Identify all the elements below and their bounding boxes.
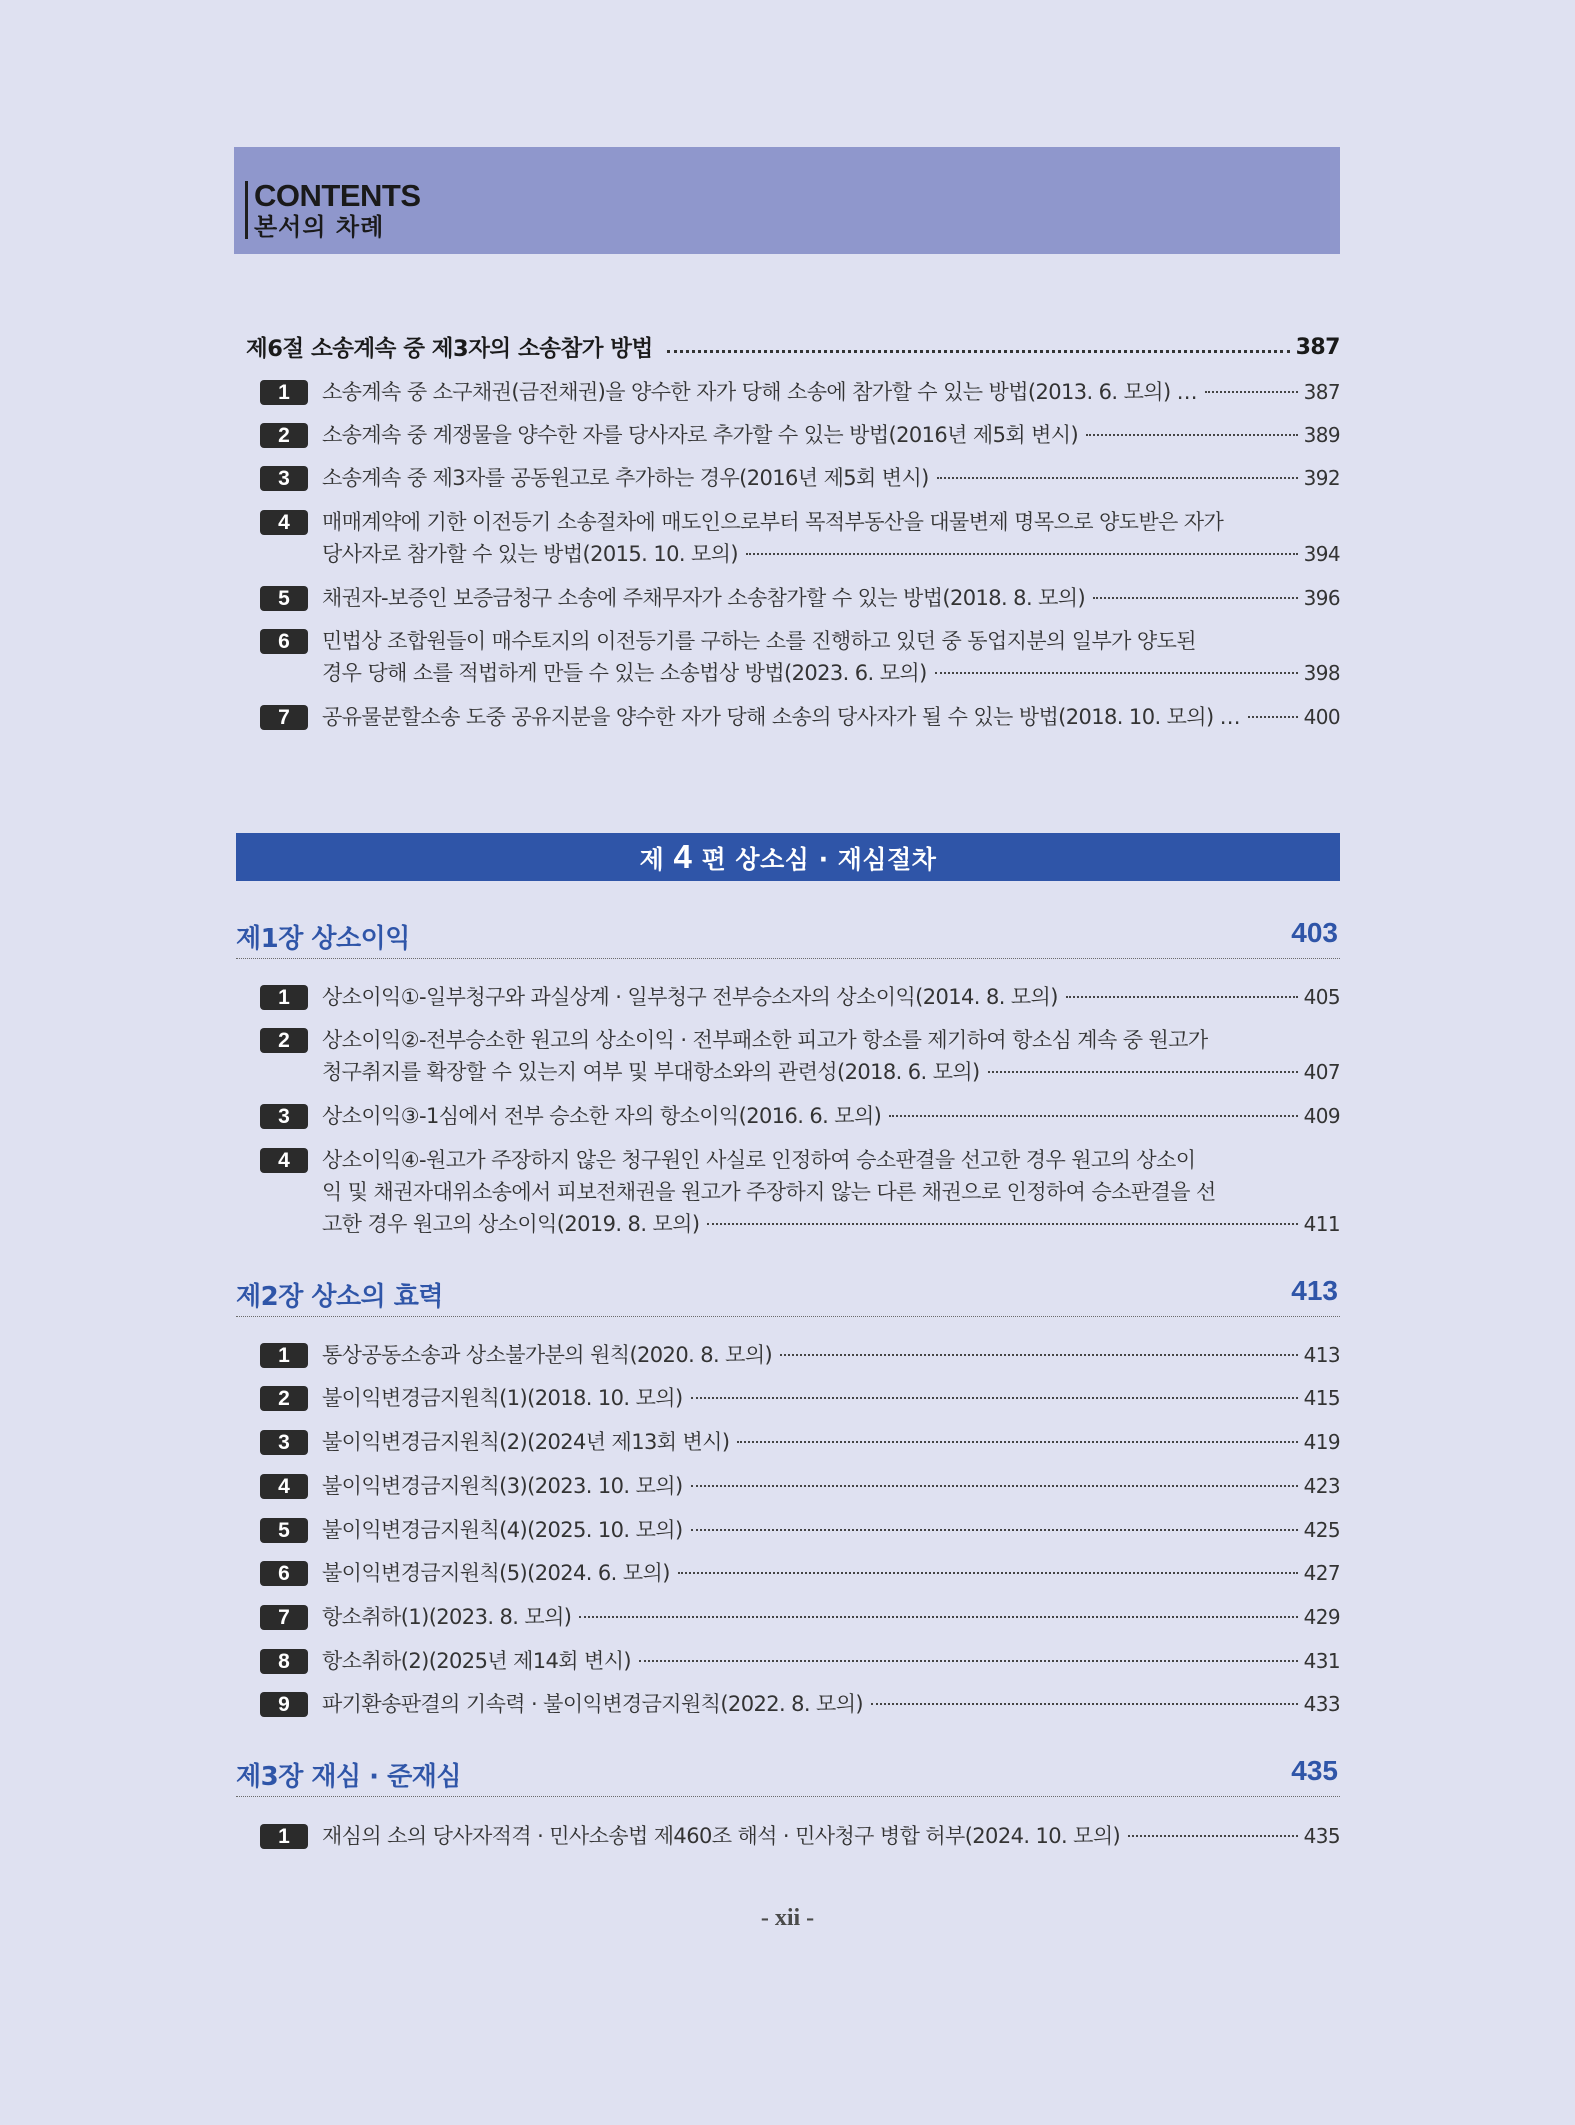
entry-line-text: 상소이익④-원고가 주장하지 않은 청구원인 사실로 인정하여 승소판결을 선고한 경우 원고의 상소이 [322, 1148, 1196, 1172]
chapter-3-heading[interactable] [236, 1756, 1340, 1797]
entry-page-number: 400 [1303, 705, 1340, 729]
entry-page-number: 433 [1303, 1692, 1340, 1716]
entry-line-text: 불이익변경금지원칙(5)(2024. 6. 모의) [322, 1561, 670, 1585]
entry-text [322, 1339, 1340, 1371]
entry-number-badge: 4 [260, 510, 308, 535]
leader-dots [579, 1616, 1297, 1618]
entry-number-badge: 3 [260, 1430, 308, 1455]
entry-line-text: 상소이익③-1심에서 전부 승소한 자의 항소이익(2016. 6. 모의) [322, 1104, 882, 1128]
entry-page-number: 394 [1303, 542, 1340, 566]
entry-page-number: 407 [1303, 1060, 1340, 1084]
entry-number-badge: 9 [260, 1692, 308, 1717]
entry-line-text: 불이익변경금지원칙(1)(2018. 10. 모의) [322, 1386, 683, 1410]
entry-text [322, 1557, 1340, 1589]
entry-number-badge: 8 [260, 1649, 308, 1674]
entry-number-badge: 3 [260, 466, 308, 491]
entry-line [322, 376, 1340, 408]
entry-text [322, 1470, 1340, 1502]
entry-page-number: 389 [1303, 423, 1340, 447]
section-title-text: 제6절 소송계속 중 제3자의 소송참가 방법 [246, 336, 653, 362]
page-number: - xii - [760, 1905, 815, 1931]
entry-line [322, 538, 1340, 570]
leader-dots [707, 1223, 1297, 1225]
chapter-2-heading[interactable] [236, 1276, 1340, 1317]
leader-dots [871, 1703, 1298, 1705]
contents-header [234, 147, 1340, 254]
header-accent-bar [245, 181, 248, 239]
leader-dots [1248, 716, 1298, 718]
entry-text [322, 1382, 1340, 1414]
entry-number-badge: 2 [260, 1028, 308, 1053]
entry-text [322, 419, 1340, 451]
entry-page-number: 413 [1303, 1343, 1340, 1367]
entry-line [322, 1056, 1340, 1088]
entry-line-text: 소송계속 중 제3자를 공동원고로 추가하는 경우(2016년 제5회 변시) [322, 466, 929, 490]
entry-text [322, 1820, 1340, 1852]
entry-text [322, 1601, 1340, 1633]
entry-page-number: 409 [1303, 1104, 1340, 1128]
entry-page-number: 392 [1303, 466, 1340, 490]
chapter-page: 435 [1291, 1755, 1338, 1786]
header-title-ko: 본서의 차례 [254, 213, 385, 241]
entry-page-number: 387 [1303, 380, 1340, 404]
leader-dots [737, 1441, 1297, 1443]
entry-page-number: 411 [1303, 1212, 1340, 1236]
entry-number-badge: 7 [260, 1605, 308, 1630]
chapter-page: 403 [1291, 917, 1338, 948]
entry-line-text: 불이익변경금지원칙(4)(2025. 10. 모의) [322, 1518, 683, 1542]
leader-dots [1205, 391, 1298, 393]
leader-dots [691, 1397, 1298, 1399]
entry-page-number: 405 [1303, 985, 1340, 1009]
entry-number-badge: 2 [260, 423, 308, 448]
entry-page-number: 425 [1303, 1518, 1340, 1542]
entry-line [322, 1426, 1340, 1458]
entry-line-text: 청구취지를 확장할 수 있는지 여부 및 부대항소와의 관련성(2018. 6. 모의) [322, 1060, 980, 1084]
entry-line-text: 공유물분할소송 도중 공유지분을 양수한 자가 당해 소송의 당사자가 될 수 있는 방법(2018. 10. 모의) … [322, 705, 1241, 729]
entry-line-text: 상소이익②-전부승소한 원고의 상소이익 · 전부패소한 피고가 항소를 제기하여 항소심 계속 중 원고가 [322, 1028, 1208, 1052]
leader-dots [667, 350, 1290, 353]
chapter-page: 413 [1291, 1275, 1338, 1306]
entry-line-text: 경우 당해 소를 적법하게 만들 수 있는 소송법상 방법(2023. 6. 모의) [322, 661, 927, 685]
entry-line [322, 419, 1340, 451]
entry-line-text: 불이익변경금지원칙(3)(2023. 10. 모의) [322, 1474, 683, 1498]
leader-dots [1093, 597, 1298, 599]
leader-dots [1128, 1835, 1297, 1837]
entry-line [322, 1688, 1340, 1720]
section-6-title[interactable] [246, 330, 1340, 364]
leader-dots [937, 477, 1298, 479]
chapter-title: 제3장 재심 · 준재심 [236, 1762, 461, 1792]
entry-line-text: 소송계속 중 계쟁물을 양수한 자를 당사자로 추가할 수 있는 방법(2016년 제5회 변시) [322, 423, 1079, 447]
entry-line [322, 625, 1340, 657]
entry-text [322, 1688, 1340, 1720]
entry-line [322, 1176, 1340, 1208]
entry-line [322, 981, 1340, 1013]
entry-text [322, 1645, 1340, 1677]
entry-text [322, 376, 1340, 408]
entry-line [322, 1820, 1340, 1852]
entry-line-text: 불이익변경금지원칙(2)(2024년 제13회 변시) [322, 1430, 730, 1454]
part-title: 편 상소심 · 재심절차 [701, 845, 937, 874]
entry-number-badge: 7 [260, 705, 308, 730]
entry-text [322, 1100, 1340, 1132]
leader-dots [1086, 434, 1298, 436]
entry-line [322, 1470, 1340, 1502]
entry-line-text: 당사자로 참가할 수 있는 방법(2015. 10. 모의) [322, 542, 738, 566]
entry-line-text: 항소취하(1)(2023. 8. 모의) [322, 1605, 572, 1629]
entry-text [322, 506, 1340, 570]
entry-line-text: 익 및 채권자대위소송에서 피보전채권을 원고가 주장하지 않는 다른 채권으로 인정하여 승소판결을 선 [322, 1180, 1216, 1204]
entry-line-text: 파기환송판결의 기속력 · 불이익변경금지원칙(2022. 8. 모의) [322, 1692, 863, 1716]
entry-text [322, 582, 1340, 614]
entry-number-badge: 6 [260, 1561, 308, 1586]
entry-text [322, 462, 1340, 494]
entry-line [322, 1601, 1340, 1633]
entry-line-text: 항소취하(2)(2025년 제14회 변시) [322, 1649, 632, 1673]
leader-dots [746, 553, 1298, 555]
entry-page-number: 423 [1303, 1474, 1340, 1498]
entry-page-number: 419 [1303, 1430, 1340, 1454]
entry-line [322, 1557, 1340, 1589]
entry-page-number: 427 [1303, 1561, 1340, 1585]
leader-dots [780, 1354, 1298, 1356]
entry-line-text: 재심의 소의 당사자적격 · 민사소송법 제460조 해석 · 민사청구 병합 허부(2024. 10. 모의) [322, 1824, 1121, 1848]
leader-dots [691, 1485, 1298, 1487]
entry-line [322, 1100, 1340, 1132]
chapter-1-heading[interactable] [236, 918, 1340, 959]
entry-line-text: 매매계약에 기한 이전등기 소송절차에 매도인으로부터 목적부동산을 대물변제 명목으로 양도받은 자가 [322, 510, 1224, 534]
entry-text [322, 701, 1340, 733]
entry-line-text: 상소이익①-일부청구와 과실상계 · 일부청구 전부승소자의 상소이익(2014. 8. 모의) [322, 985, 1058, 1009]
entry-number-badge: 1 [260, 985, 308, 1010]
entry-text [322, 625, 1340, 689]
part-number: 4 [673, 838, 693, 875]
chapter-title: 제1장 상소이익 [236, 924, 410, 954]
entry-number-badge: 1 [260, 1824, 308, 1849]
entry-number-badge: 1 [260, 1343, 308, 1368]
leader-dots [678, 1572, 1298, 1574]
header-title-en: CONTENTS [254, 178, 421, 213]
part-prefix: 제 [639, 845, 665, 874]
entry-line [322, 1382, 1340, 1414]
leader-dots [691, 1529, 1298, 1531]
entry-number-badge: 3 [260, 1104, 308, 1129]
entry-line-text: 통상공동소송과 상소불가분의 원칙(2020. 8. 모의) [322, 1343, 773, 1367]
chapter-title: 제2장 상소의 효력 [236, 1282, 444, 1312]
entry-number-badge: 5 [260, 1518, 308, 1543]
leader-dots [889, 1115, 1297, 1117]
part-4-banner [236, 833, 1340, 881]
leader-dots [639, 1660, 1298, 1662]
entry-line [322, 1339, 1340, 1371]
entry-line-text: 소송계속 중 소구채권(금전채권)을 양수한 자가 당해 소송에 참가할 수 있는 방법(2013. 6. 모의) … [322, 380, 1198, 404]
leader-dots [1066, 996, 1298, 998]
leader-dots [935, 672, 1298, 674]
entry-line-text: 민법상 조합원들이 매수토지의 이전등기를 구하는 소를 진행하고 있던 중 동업지분의 일부가 양도된 [322, 629, 1196, 653]
leader-dots [988, 1071, 1298, 1073]
entry-line [322, 506, 1340, 538]
entry-page-number: 415 [1303, 1386, 1340, 1410]
section-page: 387 [1295, 334, 1340, 360]
entry-text [322, 981, 1340, 1013]
entry-page-number: 429 [1303, 1605, 1340, 1629]
entry-number-badge: 5 [260, 586, 308, 611]
entry-page-number: 398 [1303, 661, 1340, 685]
entry-line [322, 582, 1340, 614]
entry-line [322, 1645, 1340, 1677]
entry-line [322, 462, 1340, 494]
entry-page-number: 435 [1303, 1824, 1340, 1848]
entry-line [322, 1514, 1340, 1546]
entry-line-text: 채권자-보증인 보증금청구 소송에 주채무자가 소송참가할 수 있는 방법(2018. 8. 모의) [322, 586, 1086, 610]
entry-line [322, 1024, 1340, 1056]
entry-text [322, 1514, 1340, 1546]
entry-text [322, 1144, 1340, 1240]
entry-line [322, 701, 1340, 733]
entry-number-badge: 2 [260, 1386, 308, 1411]
entry-text [322, 1024, 1340, 1088]
entry-page-number: 396 [1303, 586, 1340, 610]
entry-number-badge: 4 [260, 1148, 308, 1173]
entry-line [322, 1208, 1340, 1240]
entry-line [322, 657, 1340, 689]
entry-number-badge: 1 [260, 380, 308, 405]
entry-text [322, 1426, 1340, 1458]
entry-number-badge: 6 [260, 629, 308, 654]
entry-line [322, 1144, 1340, 1176]
entry-number-badge: 4 [260, 1474, 308, 1499]
entry-line-text: 고한 경우 원고의 상소이익(2019. 8. 모의) [322, 1212, 700, 1236]
entry-page-number: 431 [1303, 1649, 1340, 1673]
